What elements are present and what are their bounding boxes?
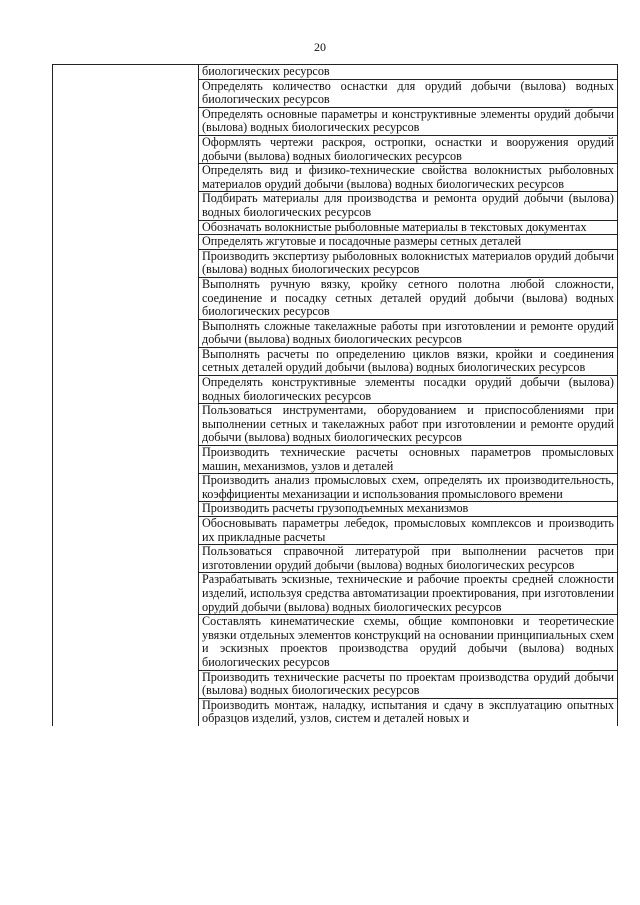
table-row: Выполнять сложные такелажные работы при изготовлении и ремонте орудий добычи (вылова) водных биологических ресурсов [199,320,618,348]
table-row: Выполнять расчеты по определению циклов вязки, кройки и соединения сетных деталей орудий добычи (вылова) водных биологических ресурсов [199,348,618,376]
table-row: Определять основные параметры и конструктивные элементы орудий добычи (вылова) водных биологических ресурсов [199,108,618,136]
table-row: Определять вид и физико-технические свойства волокнистых рыболовных материалов орудий добычи (вылова) водных биологических ресурсов [199,164,618,192]
table-row: биологических ресурсов [199,65,618,80]
table-row: Оформлять чертежи раскроя, остропки, оснастки и вооружения орудий добычи (вылова) водных биологических ресурсов [199,136,618,164]
table-row: Определять количество оснастки для орудий добычи (вылова) водных биологических ресурсов [199,80,618,108]
table-row: Определять конструктивные элементы посадки орудий добычи (вылова) водных биологических ресурсов [199,376,618,404]
table-row: Производить анализ промысловых схем, определять их производительность, коэффициенты механизации и использования промыслового времени [199,474,618,502]
table-right-column [199,65,618,726]
table-row: Обозначать волокнистые рыболовные материалы в текстовых документах [199,221,618,236]
page-number: 20 [314,40,326,54]
table-row: Подбирать материалы для производства и ремонта орудий добычи (вылова) водных биологических ресурсов [199,192,618,220]
table-left-column [53,65,199,726]
table-row: Пользоваться справочной литературой при выполнении расчетов при изготовлении орудий добычи (вылова) водных биологических ресурсов [199,545,618,573]
table-row: Производить экспертизу рыболовных волокнистых материалов орудий добычи (вылова) водных биологических ресурсов [199,250,618,278]
table-row: Производить технические расчеты по проектам производства орудий добычи (вылова) водных биологических ресурсов [199,671,618,699]
table-row: Разрабатывать эскизные, технические и рабочие проекты средней сложности изделий, используя средства автоматизации проектирования, при изготовлении орудий добычи (вылова) водных биологических ресурсов [199,573,618,615]
table-row: Производить технические расчеты основных параметров промысловых машин, механизмов, узлов и деталей [199,446,618,474]
table-row: Обосновывать параметры лебедок, промысловых комплексов и производить их прикладные расчеты [199,517,618,545]
table-row: Производить монтаж, наладку, испытания и сдачу в эксплуатацию опытных образцов изделий, узлов, систем и деталей новых и [199,699,618,726]
skills-table [52,64,618,726]
table-row: Пользоваться инструментами, оборудованием и приспособлениями при выполнении сетных и такелажных работ при изготовлении и ремонте орудий добычи (вылова) водных биологических ресурсов [199,404,618,446]
table-row: Определять жгутовые и посадочные размеры сетных деталей [199,235,618,250]
table-row: Выполнять ручную вязку, кройку сетного полотна любой сложности, соединение и посадку сетных деталей орудий добычи (вылова) водных биологических ресурсов [199,278,618,320]
table-row: Производить расчеты грузоподъемных механизмов [199,502,618,517]
table-row: Составлять кинематические схемы, общие компоновки и теоретические увязки отдельных элементов конструкций на основании принципиальных схем и эскизных проектов производства орудий добычи (вылова) водных биологических ресурсов [199,615,618,670]
